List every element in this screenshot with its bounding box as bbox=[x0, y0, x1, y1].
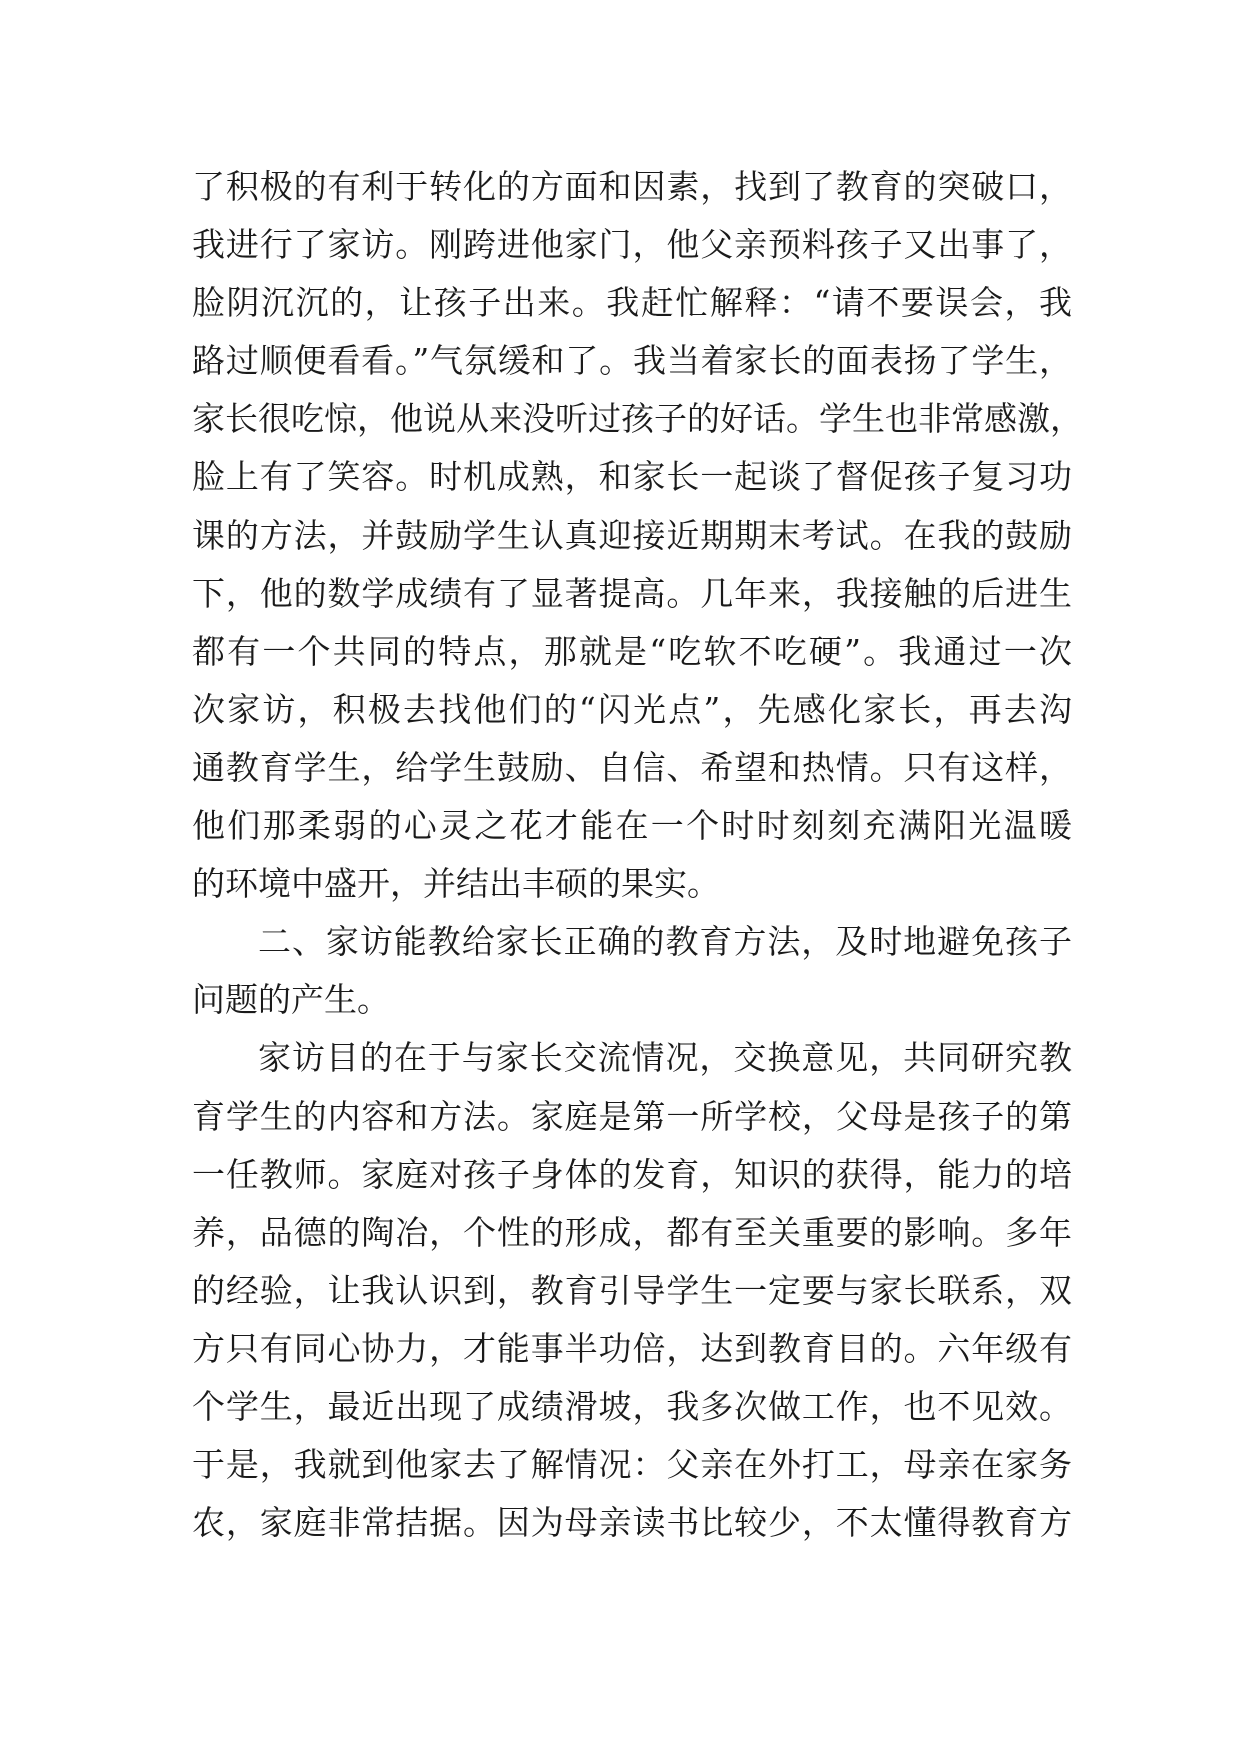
text-line: 二、家访能教给家长正确的教育方法，及时地避免孩子 bbox=[258, 922, 1072, 962]
text-line: 个学生，最近出现了成绩滑坡，我多次做工作，也不见效。 bbox=[192, 1386, 1072, 1426]
text-line: 育学生的内容和方法。家庭是第一所学校，父母是孩子的第 bbox=[192, 1096, 1072, 1136]
text-line: 了积极的有利于转化的方面和因素，找到了教育的突破口， bbox=[192, 167, 1072, 206]
text-line: 问题的产生。 bbox=[192, 980, 390, 1020]
text-line: 于是，我就到他家去了解情况：父亲在外打工，母亲在家务 bbox=[192, 1445, 1072, 1485]
text-line: 都有一个共同的特点，那就是“吃软不吃硬”。我通过一次 bbox=[192, 631, 1072, 671]
text-line: 养，品德的陶冶，个性的形成，都有至关重要的影响。多年 bbox=[192, 1212, 1072, 1252]
text-line: 路过顺便看看。”气氛缓和了。我当着家长的面表扬了学生， bbox=[192, 341, 1072, 381]
text-line: 的环境中盛开，并结出丰硕的果实。 bbox=[192, 864, 720, 904]
text-line: 下，他的数学成绩有了显著提高。几年来，我接触的后进生 bbox=[192, 573, 1072, 613]
text-line: 家长很吃惊，他说从来没听过孩子的好话。学生也非常感激， bbox=[192, 399, 1083, 439]
text-line: 家访目的在于与家长交流情况，交换意见，共同研究教 bbox=[258, 1038, 1072, 1078]
text-line: 脸上有了笑容。时机成熟，和家长一起谈了督促孩子复习功 bbox=[192, 457, 1072, 497]
text-line: 我进行了家访。刚跨进他家门，他父亲预料孩子又出事了， bbox=[192, 225, 1072, 265]
text-line: 一任教师。家庭对孩子身体的发育，知识的获得，能力的培 bbox=[192, 1154, 1072, 1194]
document-body-text bbox=[192, 158, 1083, 1552]
text-line: 通教育学生，给学生鼓励、自信、希望和热情。只有这样， bbox=[192, 747, 1072, 787]
text-line: 的经验，让我认识到，教育引导学生一定要与家长联系，双 bbox=[192, 1270, 1072, 1310]
text-line: 他们那柔弱的心灵之花才能在一个时时刻刻充满阳光温暖 bbox=[192, 806, 1072, 846]
text-line: 脸阴沉沉的，让孩子出来。我赶忙解释：“请不要误会，我 bbox=[192, 283, 1072, 323]
text-line: 次家访，积极去找他们的“闪光点”，先感化家长，再去沟 bbox=[192, 689, 1072, 729]
text-line: 课的方法，并鼓励学生认真迎接近期期末考试。在我的鼓励 bbox=[192, 515, 1072, 555]
text-line: 农，家庭非常拮据。因为母亲读书比较少，不太懂得教育方 bbox=[192, 1503, 1072, 1543]
text-line: 方只有同心协力，才能事半功倍，达到教育目的。六年级有 bbox=[192, 1328, 1072, 1368]
